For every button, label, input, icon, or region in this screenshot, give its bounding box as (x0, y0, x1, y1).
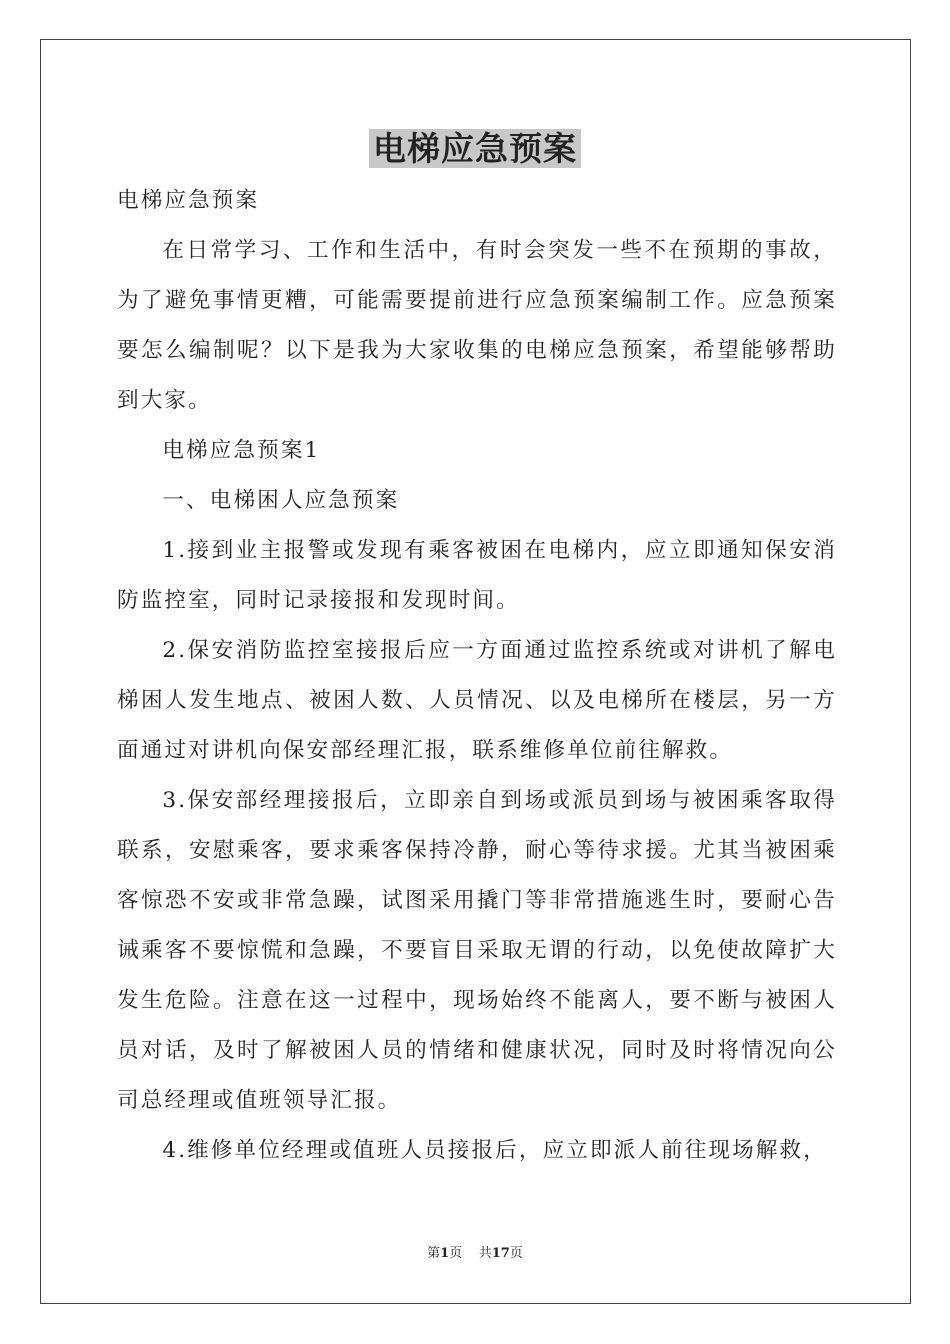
intro-paragraph: 在日常学习、工作和生活中，有时会突发一些不在预期的事故，为了避免事情更糟，可能需要提前进行应急预案编制工作。应急预案要怎么编制呢？以下是我为大家收集的电梯应急预案，希望能够帮助到大家。 (117, 238, 837, 413)
step-paragraph-4: 4.维修单位经理或值班人员接报后，应立即派人前往现场解救， (162, 1138, 827, 1163)
footer-total-suffix: 页 (509, 1246, 523, 1261)
title-text: 电梯应急预案 (369, 129, 581, 168)
footer-page-suffix: 页 (449, 1246, 463, 1261)
section-heading: 电梯应急预案1 (162, 438, 321, 463)
subtitle-paragraph: 电梯应急预案 (117, 188, 260, 213)
document-title (0, 126, 950, 172)
document-body (117, 176, 837, 1176)
step-paragraph-3: 3.保安部经理接报后，立即亲自到场或派员到场与被困乘客取得联系，安慰乘客，要求乘客保持冷静，耐心等待求援。尤其当被困乘客惊恐不安或非常急躁，试图采用撬门等非常措施逃生时，要耐心告诫乘客不要惊慌和急躁，不要盲目采取无谓的行动，以免使故障扩大发生危险。注意在这一过程中，现场始终不能离人，要不断与被困人员对话，及时了解被困人员的情绪和健康状况，同时及时将情况向公司总经理或值班领导汇报。 (117, 788, 837, 1113)
footer-page-total: 17 (491, 1246, 510, 1261)
footer-page-prefix: 第 (427, 1246, 441, 1261)
subsection-heading: 一、电梯困人应急预案 (162, 488, 400, 513)
footer-page-current: 1 (440, 1246, 450, 1261)
step-paragraph-2: 2.保安消防监控室接报后应一方面通过监控系统或对讲机了解电梯困人发生地点、被困人数、人员情况、以及电梯所在楼层，另一方面通过对讲机向保安部经理汇报，联系维修单位前往解救。 (117, 638, 837, 763)
step-paragraph-1: 1.接到业主报警或发现有乘客被困在电梯内，应立即通知保安消防监控室，同时记录接报和发现时间。 (117, 538, 837, 613)
page-footer (0, 1245, 950, 1263)
footer-total-prefix: 共 (478, 1246, 492, 1261)
